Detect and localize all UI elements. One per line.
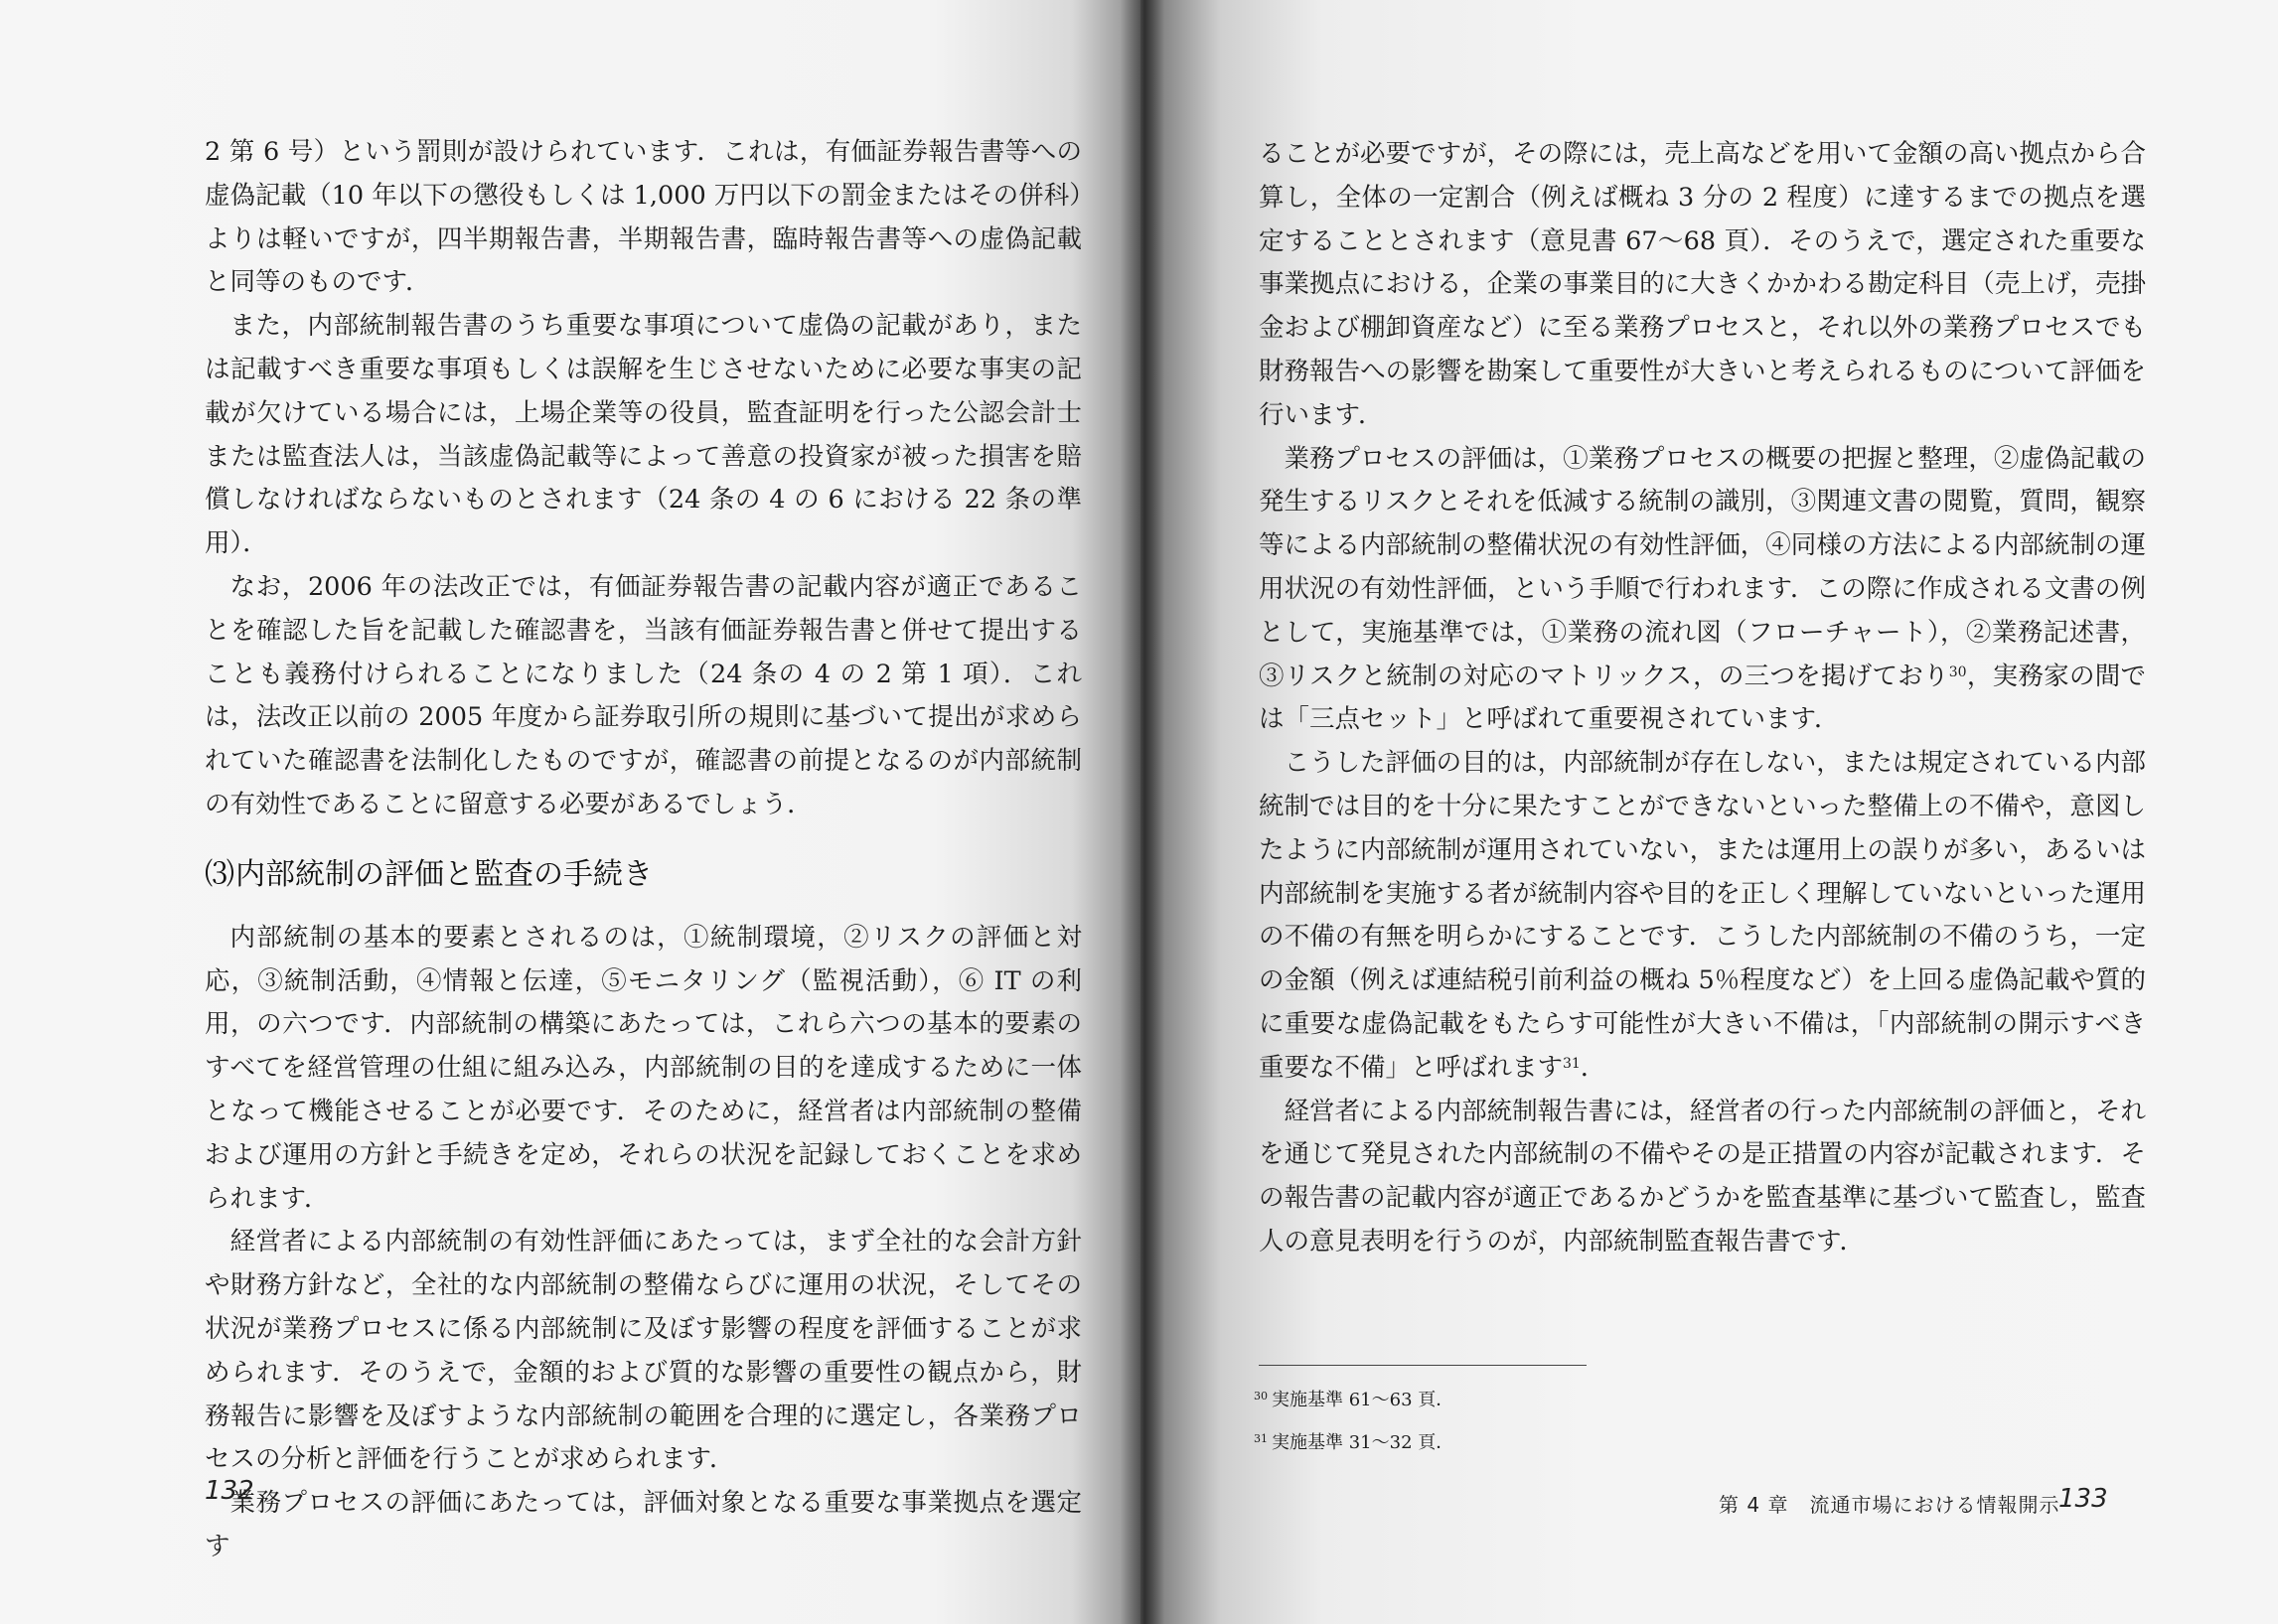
paragraph: なお，2006 年の法改正では，有価証券報告書の記載内容が適正であることを確認した旨を記載した確認書を，当該有価証券報告書と併せて提出することも義務付けられることになりました（24 条の 4 の 2 第 1 項）．これは，法改正以前の 2005 年度から証券取引所の規則に基づいて提出が求められていた確認書を法制化したものですが，確認書の前提となるのが内部統制の有効性であることに留意する必要があるでしょう． [205, 571, 1082, 819]
footnote-ref[interactable]: 31 [1563, 1055, 1581, 1072]
section-heading [205, 855, 1082, 895]
footnote-divider [1259, 1365, 1587, 1366]
footnote-mark: 30 [1254, 1390, 1268, 1403]
book-spine-gutter [1121, 0, 1164, 1624]
paragraph: 内部統制の基本的要素とされるのは，①統制環境，②リスクの評価と対応，③統制活動，④情報と伝達，⑤モニタリング（監視活動），⑥ IT の利用，の六つです．内部統制の構築にあたっては，これら六つの基本的要素のすべてを経営管理の仕組に組み込み，内部統制の目的を達成するために一体となって機能させることが必要です．そのために，経営者は内部統制の整備および運用の方針と手続きを定め，それらの状況を記録しておくことを求められます． [205, 922, 1082, 1214]
paragraph: 経営者による内部統制の有効性評価にあたっては，まず全社的な会計方針や財務方針など，全社的な内部統制の整備ならびに運用の状況，そしてその状況が業務プロセスに係る内部統制に及ぼす影響の程度を評価することが求められます．そのうえで，金額的および質的な影響の重要性の観点から，財務報告に影響を及ぼすような内部統制の範囲を合理的に選定し，各業務プロセスの分析と評価を行うことが求められます． [205, 1227, 1082, 1475]
section-number: ⑶ [205, 856, 235, 892]
paragraph-text: ，実務家の間では「三点セット」と呼ばれて重要視されています． [1259, 661, 2146, 735]
paragraph [1259, 438, 2146, 743]
footnote-item [1254, 1377, 1750, 1419]
section-title: 内部統制の評価と監査の手続き [235, 856, 653, 892]
paragraph: 業務プロセスの評価にあたっては，評価対象となる重要な事業拠点を選定す [205, 1488, 1082, 1561]
paragraph: 経営者による内部統制報告書には，経営者の行った内部統制の評価と，それを通じて発見された内部統制の不備やその是正措置の内容が記載されます．その報告書の記載内容が適正であるかどうかを監査基準に基づいて監査し，監査人の意見表明を行うのが，内部統制監査報告書です． [1259, 1096, 2146, 1256]
footnote-text: 実施基準 61～63 頁． [1272, 1390, 1454, 1410]
paragraph [1259, 742, 2146, 1090]
footnote-ref[interactable]: 30 [1948, 664, 1967, 680]
footnote-item [1254, 1419, 1750, 1462]
paragraph: ることが必要ですが，その際には，売上高などを用いて金額の高い拠点から合算し，全体の一定割合（例えば概ね 3 分の 2 程度）に達するまでの拠点を選定することとされます（意見書 67～68 頁）．そのうえで，選定された重要な事業拠点における，企業の事業目的に大きくかかわる勘定科目（売上げ，売掛金および棚卸資産など）に至る業務プロセスと，それ以外の業務プロセスでも財務報告への影響を勘案して重要性が大きいと考えられるものについて評価を行います． [1259, 139, 2146, 430]
paragraph-text: 業務プロセスの評価は，①業務プロセスの概要の把握と整理，②虚偽記載の発生するリスクとそれを低減する統制の識別，③関連文書の閲覧，質問，観察等による内部統制の整備状況の有効性評価，④同様の方法による内部統制の運用状況の有効性評価，という手順で行われます．この際に作成される文書の例として，実施基準では，①業務の流れ図（フローチャート），②業務記述書，③リスクと統制の対応のマトリックス，の三つを掲げており [1259, 443, 2146, 691]
left-page-body [205, 131, 1082, 1569]
footnote-text: 実施基準 31～32 頁． [1272, 1432, 1454, 1453]
running-head: 第 4 章 流通市場における情報開示 [1719, 1493, 2060, 1517]
right-page-body [1259, 133, 2146, 1264]
paragraph-text: ． [1580, 1052, 1606, 1083]
paragraph-text: こうした評価の目的は，内部統制が存在しない，または規定されている内部統制では目的を十分に果たすことができないといった整備上の不備や，意図したように内部統制が運用されていない，または運用上の誤りが多い，あるいは内部統制を実施する者が統制内容や目的を正しく理解していないといった運用の不備の有無を明らかにすることです．こうした内部統制の不備のうち，一定の金額（例えば連結税引前利益の概ね 5％程度など）を上回る虚偽記載や質的に重要な虚偽記載をもたらす可能性が大きい不備は，「内部統制の開示すべき重要な不備」と呼ばれます [1259, 748, 2146, 1083]
page-number-left: 132 [205, 1476, 254, 1506]
footnotes [1254, 1377, 1750, 1462]
paragraph: また，内部統制報告書のうち重要な事項について虚偽の記載があり，または記載すべき重要な事項もしくは誤解を生じさせないために必要な事実の記載が欠けている場合には，上場企業等の役員，監査証明を行った公認会計士または監査法人は，当該虚偽記載等によって善意の投資家が被った損害を賠償しなければならないものとされます（24 条の 4 の 6 における 22 条の準用）． [205, 311, 1082, 559]
footnote-mark: 31 [1254, 1432, 1268, 1445]
paragraph: 2 第 6 号）という罰則が設けられています．これは，有価証券報告書等への虚偽記載（10 年以下の懲役もしくは 1,000 万円以下の罰金またはその併科）よりは軽いですが，四半期報告書，半期報告書，臨時報告書等への虚偽記載と同等のものです． [205, 137, 1082, 298]
page-number-right: 133 [2058, 1484, 2108, 1514]
